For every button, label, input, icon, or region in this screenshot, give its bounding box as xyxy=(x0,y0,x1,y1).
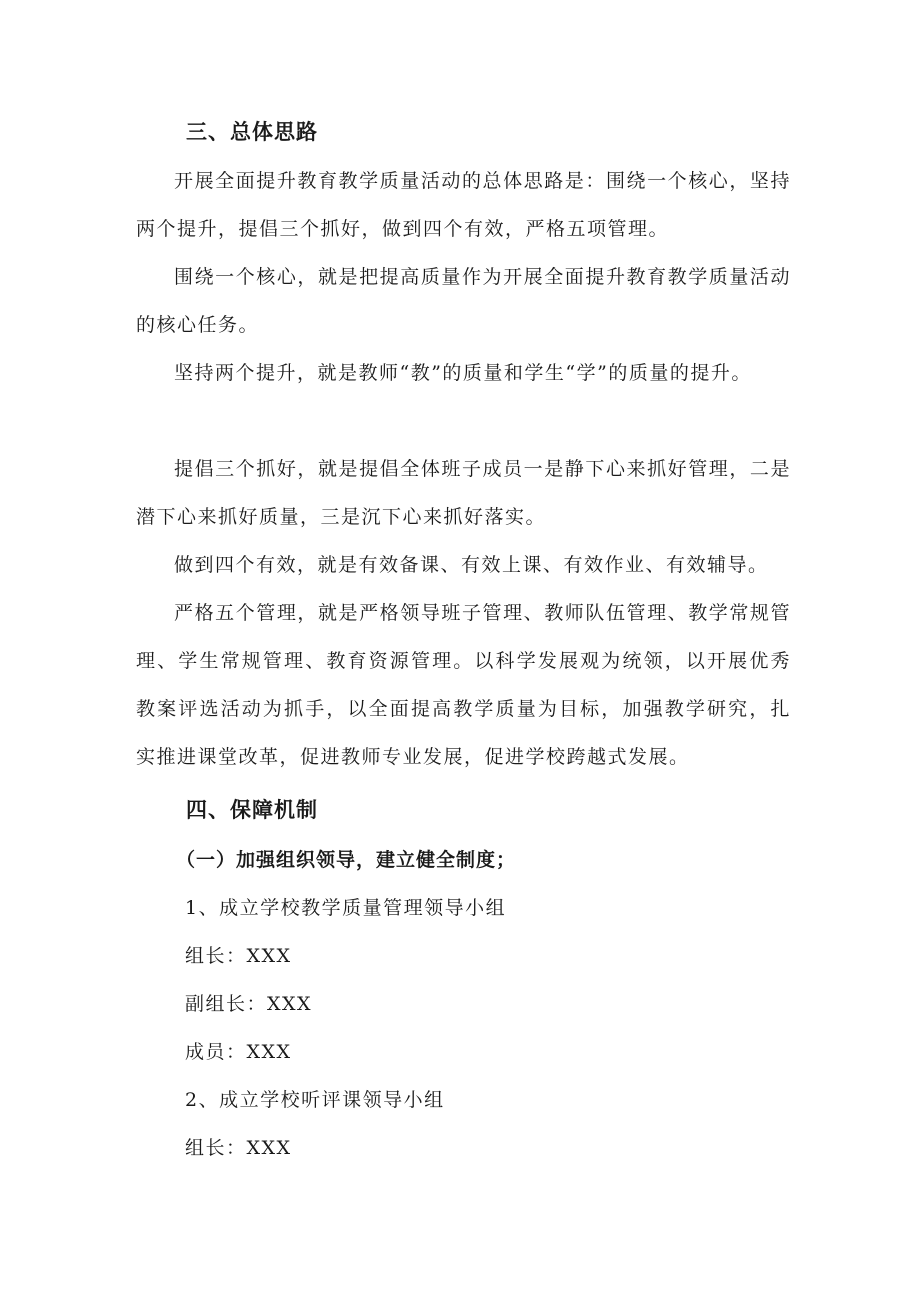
paragraph-two-improvements: 坚持两个提升，就是教师“教”的质量和学生“学”的质量的提升。 xyxy=(174,362,752,384)
section-heading-overall-approach: 三、总体思路 xyxy=(186,120,318,144)
paragraph-five-managements: 严格五个管理，就是严格领导班子管理、教师队伍管理、教学常规管理、学生常规管理、教育资源管理。以科学发展观为统领，以开展优秀教案评选活动为抓手，以全面提高教学质量为目标，加强教学研究，扎实推进课堂改革，促进教师专业发展，促进学校跨越式发展。 xyxy=(136,602,791,768)
paragraph-four-effective: 做到四个有效，就是有效备课、有效上课、有效作业、有效辅导。 xyxy=(174,554,769,576)
section-heading-safeguards: 四、保障机制 xyxy=(186,798,318,822)
list-item-quality-group: 1、成立学校教学质量管理领导小组 xyxy=(185,897,507,919)
list-item-deputy-leader: 副组长：XXX xyxy=(185,993,313,1015)
list-item-leader-2: 组长：XXX xyxy=(185,1137,292,1159)
paragraph-overview: 开展全面提升教育教学质量活动的总体思路是：围绕一个核心，坚持两个提升，提倡三个抓好，做到四个有效，严格五项管理。 xyxy=(136,170,791,240)
list-item-leader: 组长：XXX xyxy=(185,945,292,967)
list-item-lecture-group: 2、成立学校听评课领导小组 xyxy=(185,1089,445,1111)
paragraph-three-focuses: 提倡三个抓好，就是提倡全体班子成员一是静下心来抓好管理，二是潜下心来抓好质量，三是沉下心来抓好落实。 xyxy=(136,458,791,528)
paragraph-one-core: 围绕一个核心，就是把提高质量作为开展全面提升教育教学质量活动的核心任务。 xyxy=(136,266,791,336)
list-item-members: 成员：XXX xyxy=(185,1041,292,1063)
subsection-heading-organization: （一）加强组织领导，建立健全制度； xyxy=(176,849,517,871)
